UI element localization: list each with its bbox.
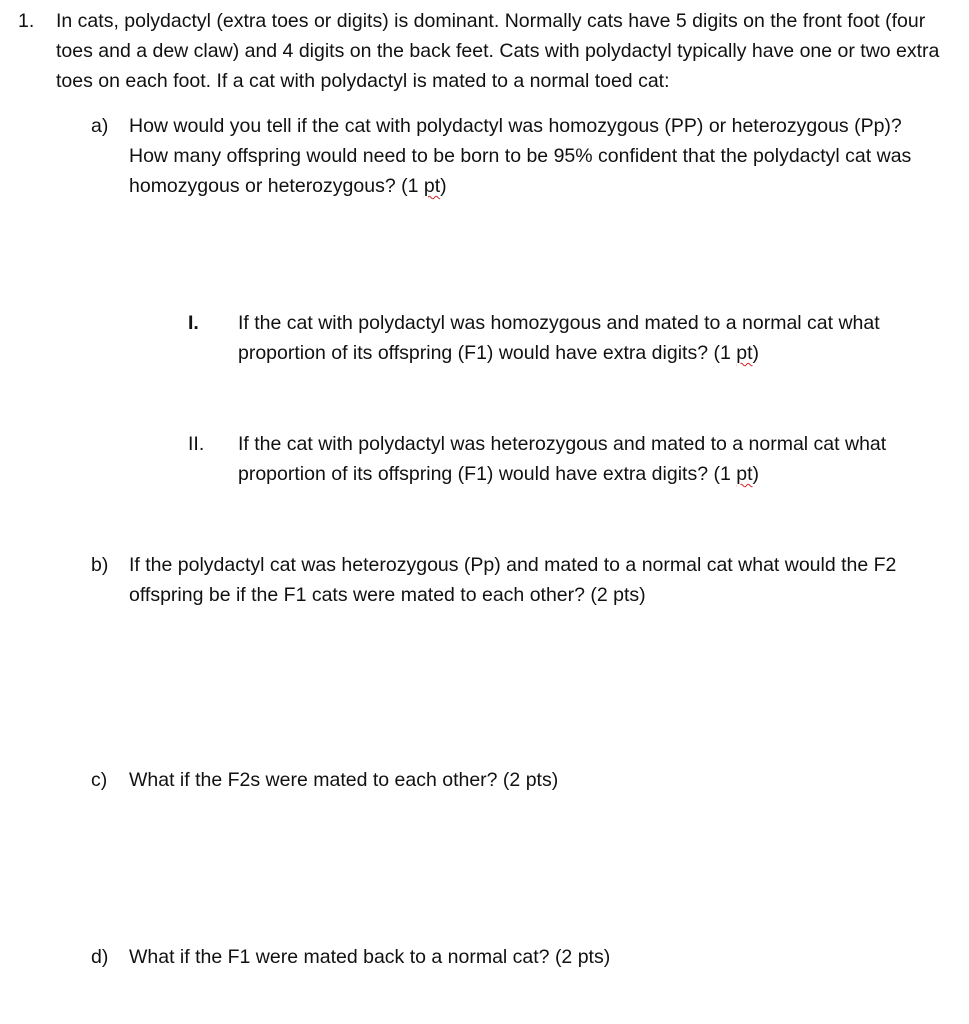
- part-a-text-end: ): [440, 175, 447, 197]
- spelling-underline-pt: pt: [736, 342, 753, 364]
- part-d-text: What if the F1 were mated back to a normal cat? (2 pts): [129, 946, 611, 968]
- part-a-II-text-main: If the cat with polydactyl was heterozygous and mated to a normal cat what proportion of its offspring (F1) would have extra digits? (1: [238, 433, 887, 485]
- part-a-I-text-end: ): [752, 342, 759, 364]
- part-a-text: [129, 111, 939, 201]
- part-a-II-label: II.: [188, 433, 205, 455]
- part-b-text: If the polydactyl cat was heterozygous (Pp) and mated to a normal cat what would the F2 offspring be if the F1 cats were mated to each other? (2 pts): [129, 554, 897, 606]
- part-b-label: b): [91, 554, 109, 576]
- part-a-II-text-end: ): [752, 463, 759, 485]
- part-d-label: d): [91, 946, 109, 968]
- part-c-label: c): [91, 769, 108, 791]
- part-c-text: What if the F2s were mated to each other? (2 pts): [129, 769, 559, 791]
- part-a-II-text: [238, 429, 958, 489]
- part-a-label: a): [91, 115, 109, 137]
- spelling-underline-pt: pt: [736, 463, 753, 485]
- part-a-I-text: [238, 308, 958, 368]
- part-a-text-main: How would you tell if the cat with polydactyl was homozygous (PP) or heterozygous (Pp)? How many offspring would need to be born to be 95% confident that the polydactyl cat was homozygous or heterozygous? (1: [129, 115, 912, 197]
- part-a-I-label: I.: [188, 312, 199, 334]
- question-text: In cats, polydactyl (extra toes or digits) is dominant. Normally cats have 5 digits on the front foot (four toes and a dew claw) and 4 digits on the back feet. Cats with polydactyl typically have one or two extra toes on each foot. If a cat with polydactyl is mated to a normal toed cat:: [56, 10, 940, 92]
- question-number: 1.: [18, 10, 35, 32]
- part-a-I-text-main: If the cat with polydactyl was homozygous and mated to a normal cat what proportion of its offspring (F1) would have extra digits? (1: [238, 312, 880, 364]
- spelling-underline-pt: pt: [423, 175, 441, 197]
